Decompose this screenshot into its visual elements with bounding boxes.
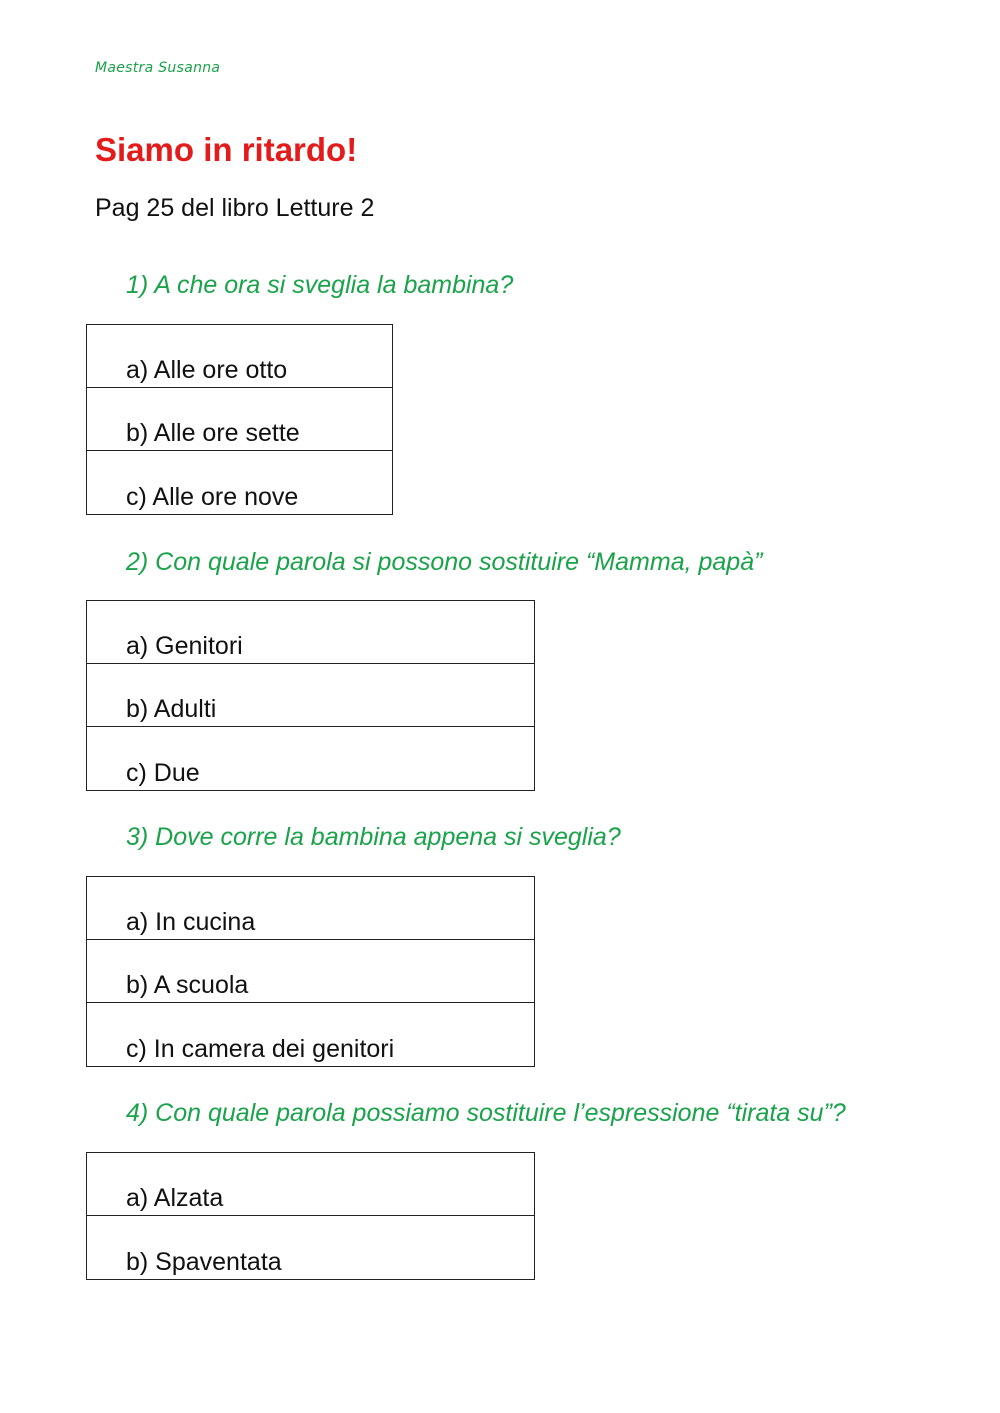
option-label: a) Alle ore otto — [126, 356, 288, 384]
page-subtitle: Pag 25 del libro Letture 2 — [95, 194, 375, 222]
question-1-option-b[interactable] — [87, 388, 392, 451]
question-4-answers — [86, 1152, 535, 1280]
question-4-option-b[interactable] — [87, 1216, 534, 1279]
question-3-text: 3) Dove corre la bambina appena si sveglia? — [126, 823, 621, 851]
option-label: b) Alle ore sette — [126, 419, 300, 447]
question-1-option-c[interactable] — [87, 451, 392, 514]
option-label: b) A scuola — [126, 971, 249, 999]
option-label: b) Adulti — [126, 695, 217, 723]
question-3-option-c[interactable] — [87, 1003, 534, 1066]
question-2-option-b[interactable] — [87, 664, 534, 727]
question-3-option-a[interactable] — [87, 877, 534, 940]
option-label: a) In cucina — [126, 908, 256, 936]
question-4-text: 4) Con quale parola possiamo sostituire l’espressione “tirata su”? — [126, 1099, 846, 1127]
question-3-answers — [86, 876, 535, 1067]
option-label: c) In camera dei genitori — [126, 1035, 395, 1063]
page-title: Siamo in ritardo! — [95, 131, 358, 168]
option-label: b) Spaventata — [126, 1248, 282, 1276]
author-label: Maestra Susanna — [95, 60, 221, 76]
question-2-option-a[interactable] — [87, 601, 534, 664]
question-1-text: 1) A che ora si sveglia la bambina? — [126, 271, 514, 299]
question-2-answers — [86, 600, 535, 791]
question-2-option-c[interactable] — [87, 727, 534, 790]
question-1-answers — [86, 324, 393, 515]
option-label: a) Genitori — [126, 632, 243, 660]
option-label: a) Alzata — [126, 1184, 224, 1212]
question-3-option-b[interactable] — [87, 940, 534, 1003]
question-1-option-a[interactable] — [87, 325, 392, 388]
option-label: c) Alle ore nove — [126, 483, 299, 511]
question-4-option-a[interactable] — [87, 1153, 534, 1216]
question-2-text: 2) Con quale parola si possono sostituire “Mamma, papà” — [126, 548, 763, 576]
option-label: c) Due — [126, 759, 200, 787]
